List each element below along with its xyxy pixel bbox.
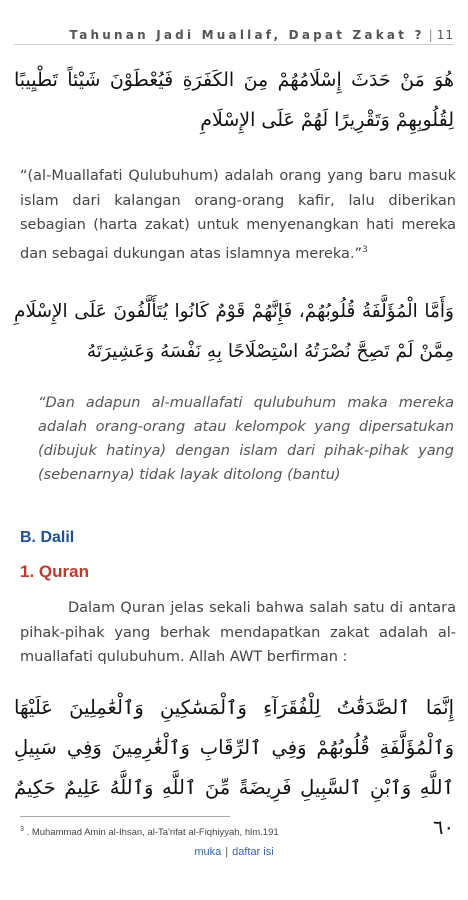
footnote-rule [20, 816, 230, 817]
translation-text: “(al-Muallafati Qulubuhum) adalah orang yang baru masuk islam dari kalangan orang-orang kafir, lalu diberikan sebagian (harta zakat) untuk menyenangkan hati mereka dan sebagai dukungan atas islamnya mereka.” [20, 168, 456, 262]
subsection-heading-quran: 1. Quran [20, 562, 89, 581]
page-number: 11 [436, 28, 454, 42]
muka-link[interactable]: muka [194, 846, 222, 858]
footnote-ref: 3 [362, 244, 368, 255]
arabic-text-muallaf: وَأَمَّا الْمُؤَلَّفَةُ قُلُوبُهُمْ، فَإِنَّهُمْ قَوْمٌ كَانُوا يُتَأَلَّفُونَ عَلَى الإِسْلَامِ مِمَّنْ لَمْ تَصِحَّ نُصْرَتُهُ اسْتِصْلَاحًا بِهِ نَفْسَهُ وَعَشِيرَتَهُ [14, 301, 454, 362]
footnote-number: 3 [20, 826, 24, 833]
daftar-isi-link[interactable]: daftar isi [232, 846, 274, 858]
footer-navigation [0, 846, 468, 858]
arabic-text-definition: هُوَ مَنْ حَدَثَ إِسْلَامُهُمْ مِنَ الكَفَرَةِ فَيُعْطَوْنَ شَيْئاً تَطْيِيبًا لِقُلُوبِهِمْ وَتَقْرِيرًا لَهُمْ عَلَى الإِسْلَامِ [14, 69, 454, 131]
header-separator: | [428, 28, 433, 42]
running-header [14, 20, 454, 42]
footnote [20, 826, 454, 838]
quran-verse: إِنَّمَا ٱلصَّدَقَٰتُ لِلْفُقَرَآءِ وَٱلْمَسَٰكِينِ وَٱلْعَٰمِلِينَ عَلَيْهَا وَٱلْمُؤَلَّفَةِ قُلُوبُهُمْ وَفِي ٱلرِّقَابِ وَٱلْغَٰرِمِينَ وَفِي سَبِيلِ ٱللَّهِ وَٱبْنِ ٱلسَّبِيلِ فَرِيضَةً مِّنَ ٱللَّهِ وَٱللَّهُ عَلِيمٌ حَكِيمٌ ٦٠ [14, 696, 454, 839]
header-rule [14, 44, 454, 45]
quran-intro-paragraph: Dalam Quran jelas sekali bahwa salah satu di antara pihak-pihak yang berhak mendapatkan zakat adalah al-muallafati qulubuhum. Allah AWT berfirman : [20, 600, 456, 665]
header-title: Tahunan Jadi Muallaf, Dapat Zakat ? [69, 28, 425, 42]
section-heading-dalil: B. Dalil [20, 529, 75, 546]
nav-separator: | [225, 846, 229, 858]
italic-translation-quote: “Dan adapun al-muallafati qulubuhum maka mereka adalah orang-orang atau kelompok yang dipersatukan (dibujuk hatinya) dengan islam dari pihak-pihak yang (sebenarnya) tidak layak ditolong (bantu) [38, 395, 454, 483]
footnote-text: . Muhammad Amin al-Ihsan, al-Ta'rifat al-Fiqhiyyah, hlm.191 [26, 827, 279, 839]
translation-paragraph [20, 164, 456, 266]
